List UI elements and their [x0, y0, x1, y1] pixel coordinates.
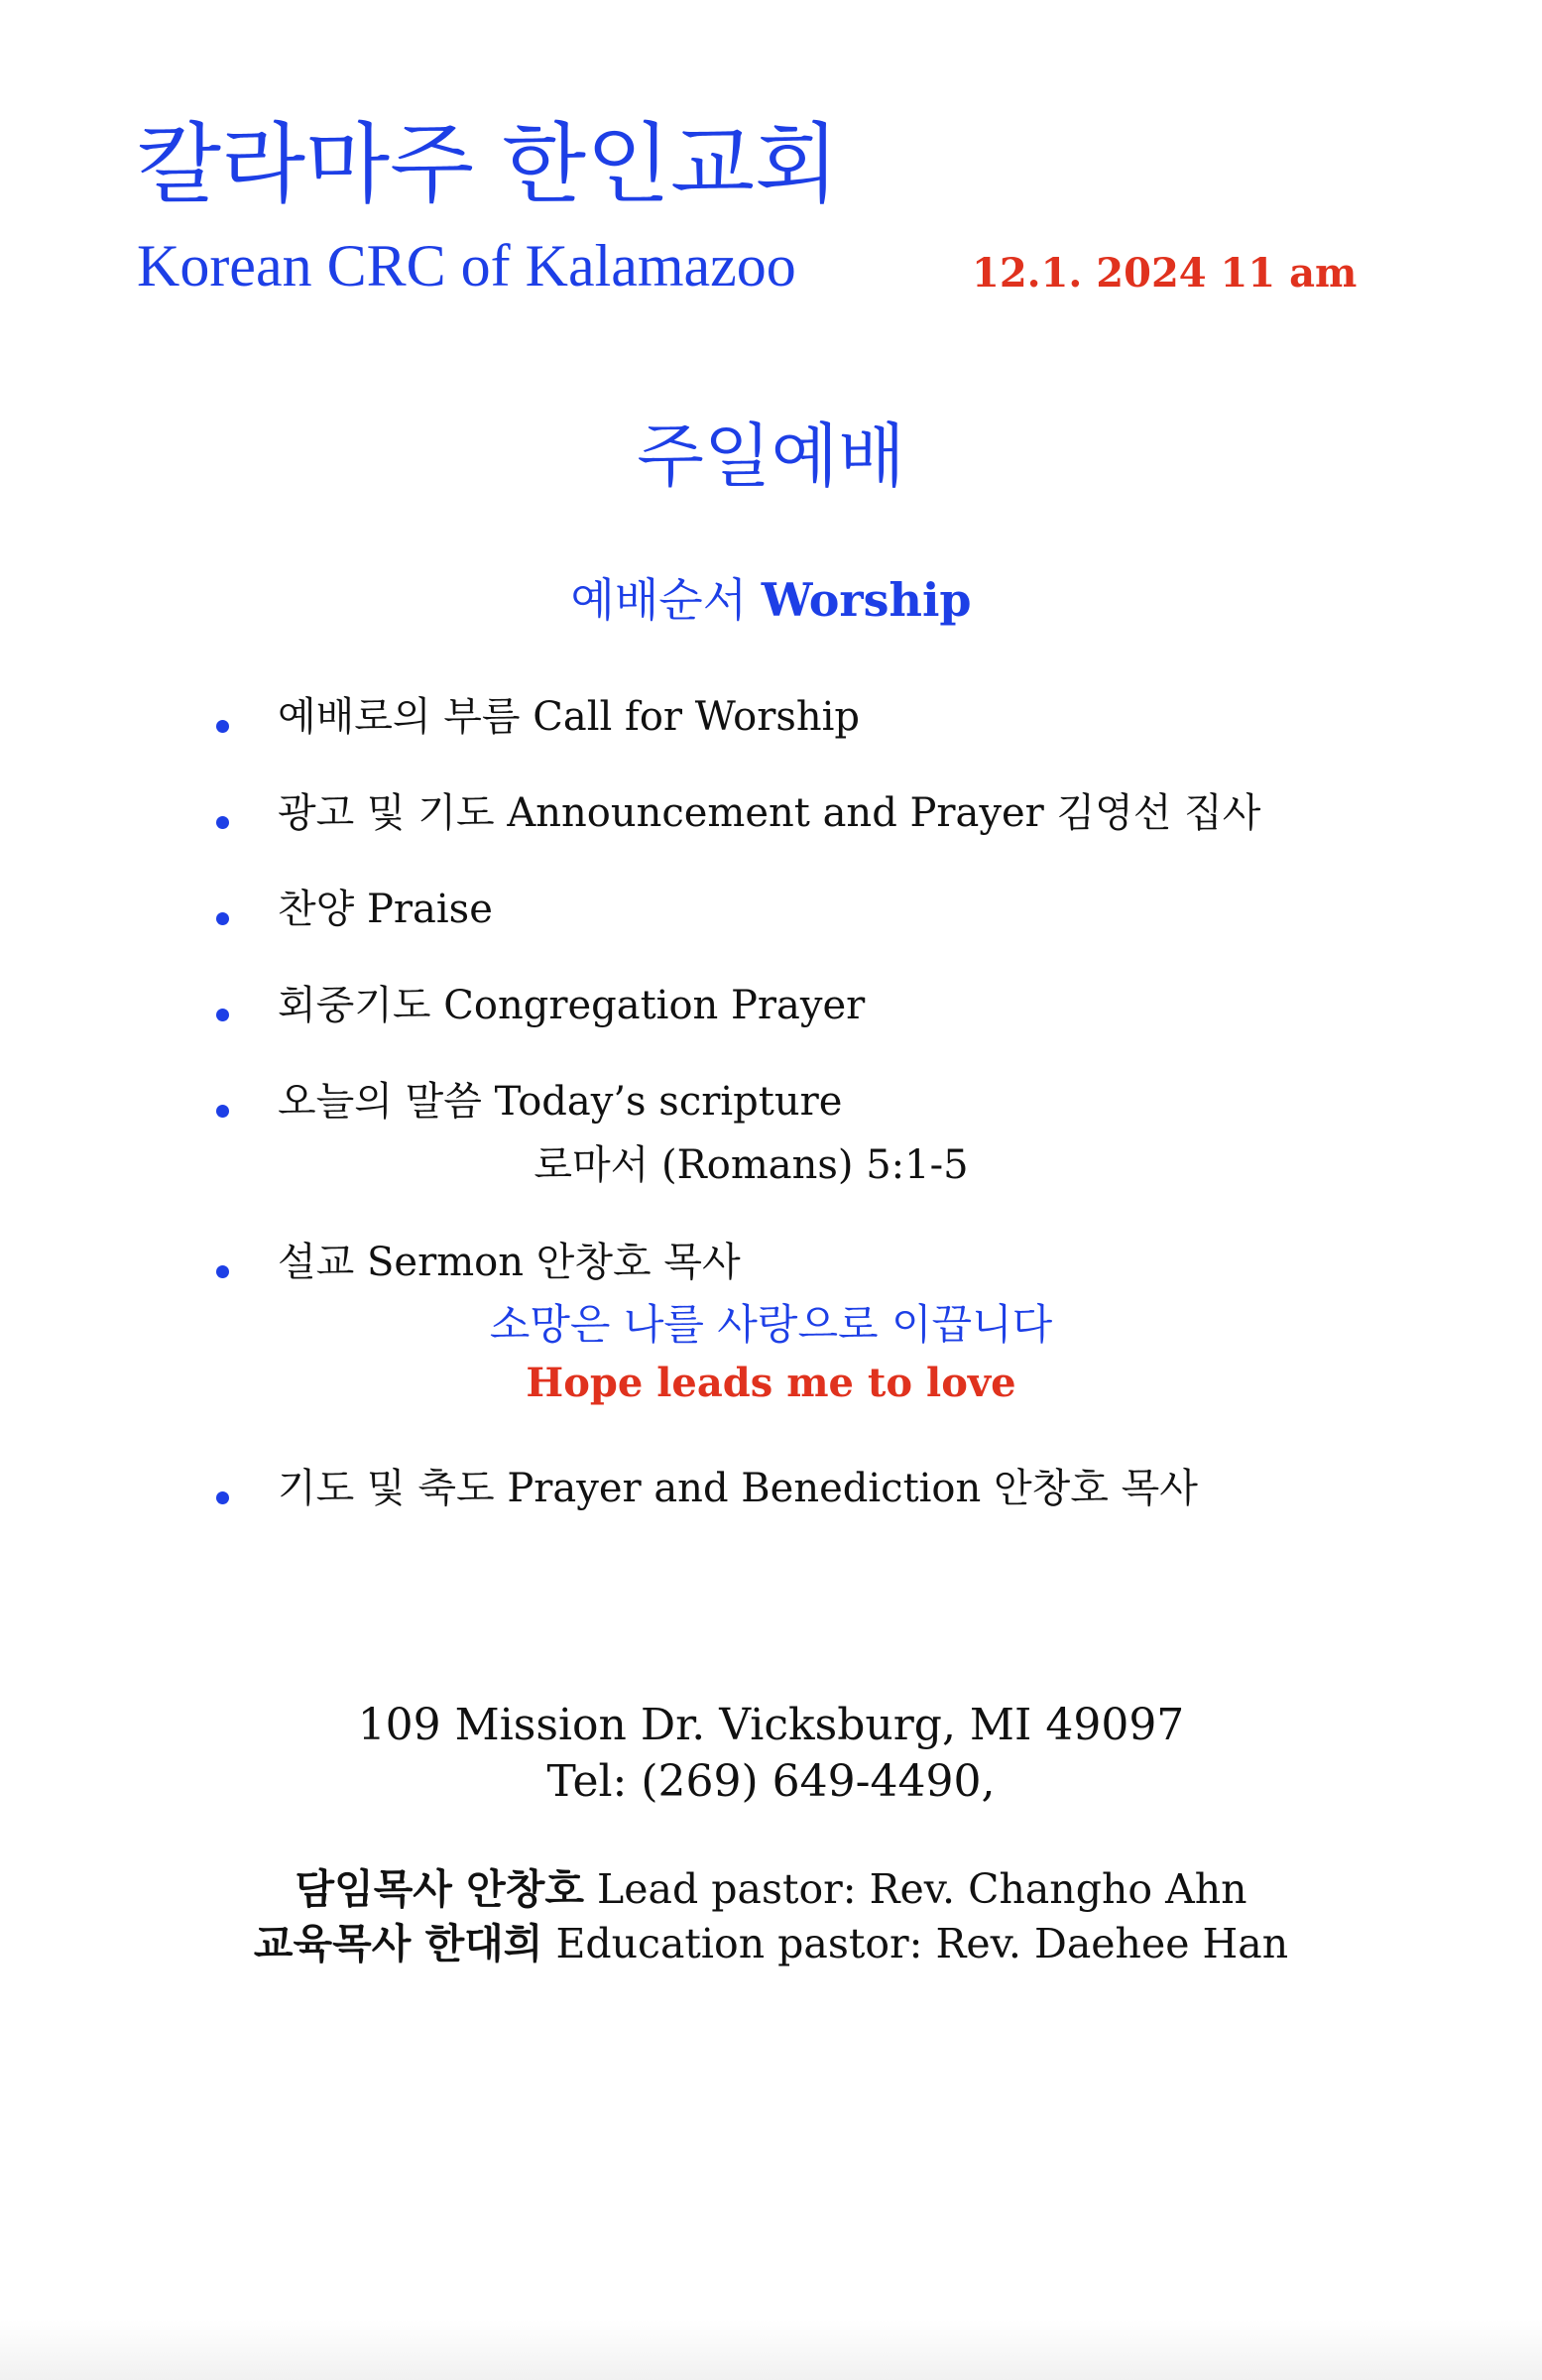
order-item-label: 기도 및 축도 Prayer and Benediction 안창호 목사	[278, 1466, 1198, 1511]
education-pastor	[0, 1921, 1542, 1967]
church-name-ko: 칼라마주 한인교회	[137, 113, 840, 215]
education-pastor-ko: 교육목사 한대희	[253, 1920, 543, 1967]
education-pastor-en: Education pastor: Rev. Daehee Han	[555, 1920, 1289, 1967]
lead-pastor-ko: 담임목사 안창호	[295, 1865, 584, 1913]
order-item-label: 광고 및 기도 Announcement and Prayer 김영선 집사	[278, 790, 1261, 836]
order-item-call-for-worship	[216, 694, 861, 740]
order-item-scripture	[216, 1079, 843, 1125]
order-item-sermon	[216, 1240, 741, 1285]
order-item-label: 설교 Sermon 안창호 목사	[278, 1240, 741, 1285]
order-heading-en: Worship	[761, 573, 972, 627]
sermon-title-ko: 소망은 나를 사랑으로 이끕니다	[489, 1300, 1053, 1349]
church-phone: Tel: (269) 649-4490,	[546, 1756, 996, 1807]
order-heading	[0, 575, 1542, 626]
order-item-benediction	[216, 1466, 1198, 1511]
order-heading-ko: 예배순서	[570, 573, 748, 627]
service-title: 주일예배	[637, 416, 905, 497]
order-item-praise	[216, 887, 493, 932]
lead-pastor-en: Lead pastor: Rev. Changho Ahn	[597, 1865, 1247, 1913]
order-item-congregation-prayer	[216, 983, 866, 1028]
lead-pastor	[0, 1866, 1542, 1913]
sermon-title-en: Hope leads me to love	[526, 1360, 1016, 1406]
scripture-reference: 로마서 (Romans) 5:1-5	[534, 1142, 969, 1188]
page-bottom-shade	[0, 2320, 1542, 2380]
service-date: 12.1. 2024 11 am	[972, 250, 1358, 297]
church-address: 109 Mission Dr. Vicksburg, MI 49097	[357, 1700, 1185, 1750]
order-item-label: 오늘의 말씀 Today’s scripture	[278, 1079, 843, 1125]
order-item-announcement-prayer	[216, 790, 1261, 836]
order-item-label: 회중기도 Congregation Prayer	[278, 983, 866, 1028]
church-name-en: Korean CRC of Kalamazoo	[137, 233, 796, 298]
order-item-label: 찬양 Praise	[278, 887, 493, 932]
order-item-label: 예배로의 부름 Call for Worship	[278, 694, 861, 740]
